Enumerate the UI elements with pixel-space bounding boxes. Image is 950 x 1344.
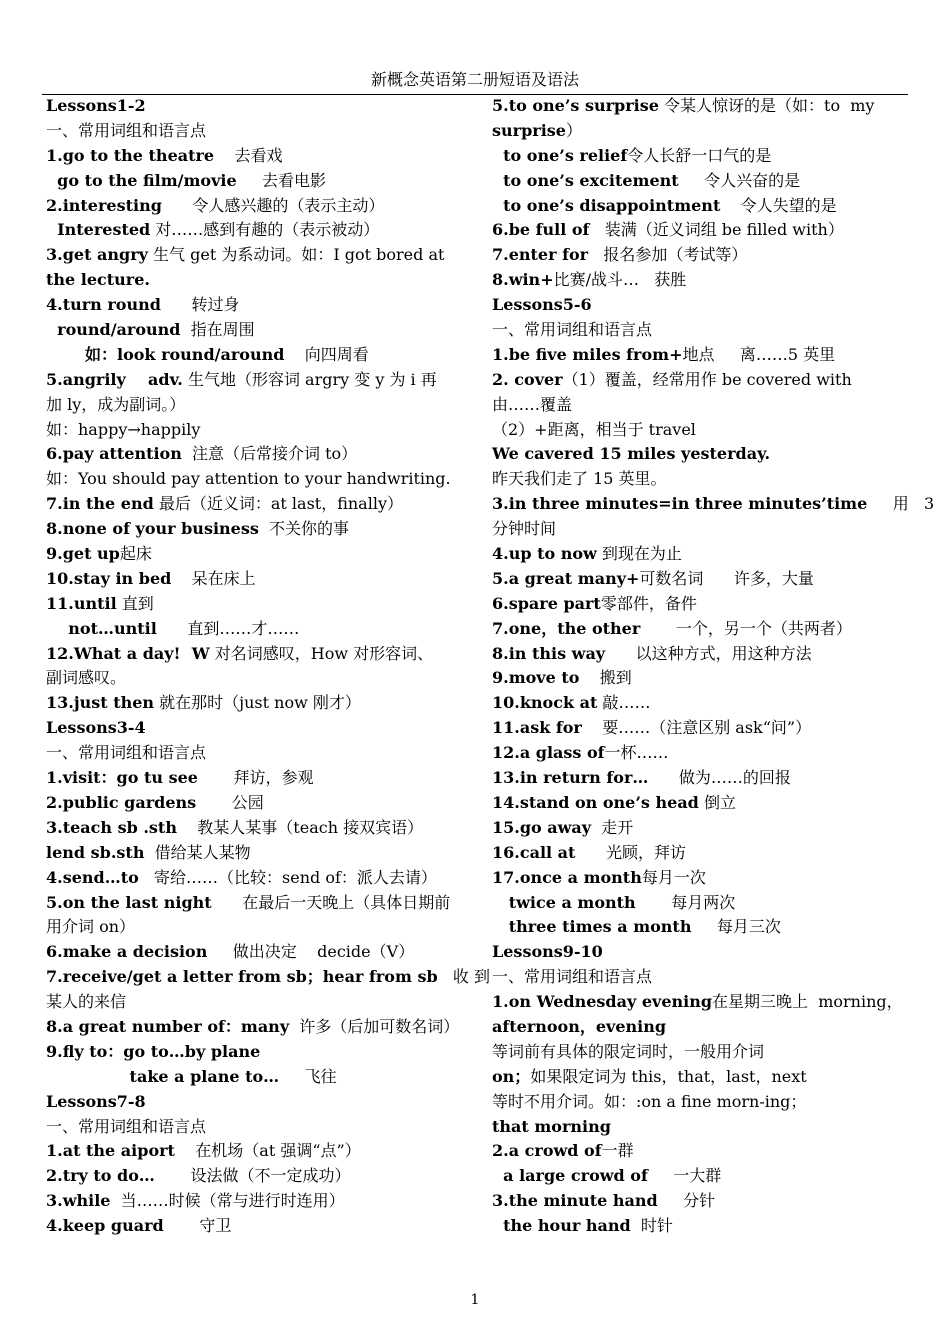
text-line (46, 343, 466, 368)
term-gloss: 向四周看 (284, 344, 369, 364)
term-gloss: 令人兴奋的是 (678, 170, 801, 190)
term-bold: surprise (492, 120, 566, 140)
term-gloss: 时针 (630, 1216, 673, 1236)
term-bold: 10.knock at (492, 693, 598, 713)
term-bold: Interested (46, 220, 151, 240)
term-bold: 7.in the end (46, 494, 154, 514)
text-line (492, 965, 912, 990)
term-bold: Lessons3-4 (46, 718, 146, 738)
term-bold: Lessons7-8 (46, 1091, 146, 1111)
term-gloss: 起床 (119, 544, 152, 564)
term-bold: twice a month (492, 892, 636, 912)
term-bold: 5.on the last night (46, 892, 212, 912)
term-bold: 3.the minute hand (492, 1191, 658, 1211)
text-line (492, 169, 912, 194)
text-line (46, 243, 466, 268)
text-line (492, 243, 912, 268)
term-gloss: 借给某人某物 (144, 842, 251, 862)
term-bold: the lecture. (46, 270, 150, 290)
term-bold: round/around (46, 320, 181, 340)
text-line (46, 592, 466, 617)
text-line (492, 891, 912, 916)
term-bold: 4.up to now (492, 544, 597, 564)
text-line (46, 940, 466, 965)
term-gloss: 装满（近义词组 be filled with） (589, 220, 844, 240)
term-gloss: 光顾，拜访 (575, 842, 686, 862)
term-gloss: 一杯…… (604, 743, 669, 763)
term-bold: a large crowd of (492, 1166, 648, 1186)
text-line (492, 1115, 912, 1140)
text-line (46, 990, 466, 1015)
term-gloss: 不关你的事 (258, 519, 350, 539)
term-gloss: 设法做（不一定成功） (154, 1166, 351, 1186)
term-gloss: 一、常用词组和语言点 (492, 320, 653, 340)
text-line (492, 1065, 912, 1090)
text-line (46, 268, 466, 293)
text-line (46, 442, 466, 467)
text-line (492, 666, 912, 691)
term-gloss: （2）+距离，相当于 travel (492, 419, 696, 439)
term-bold: 4.send…to (46, 867, 139, 887)
term-bold: 15.go away (492, 817, 592, 837)
term-gloss: 呆在床上 (171, 568, 256, 588)
text-line (46, 642, 466, 667)
term-bold: 8.win+ (492, 270, 554, 290)
term-gloss: 如：happy→happily (46, 419, 201, 439)
text-line (46, 866, 466, 891)
text-line (492, 592, 912, 617)
term-bold: Lessons1-2 (46, 96, 146, 115)
right-column (492, 94, 935, 1239)
text-line (46, 119, 466, 144)
term-gloss: （1）覆盖，经常用作 be covered with (562, 369, 852, 389)
term-bold: 7.enter for (492, 245, 589, 265)
term-bold: 1.be five miles from+ (492, 344, 683, 364)
term-gloss: 用介词 on） (46, 917, 136, 937)
term-gloss: 副词感叹。 (46, 668, 127, 688)
text-line (492, 915, 912, 940)
term-bold: 如：look round/around (46, 344, 285, 364)
text-line (46, 716, 466, 741)
text-line (492, 119, 912, 144)
text-line (492, 1139, 912, 1164)
term-gloss: 就在那时（just now 刚才） (154, 693, 361, 713)
term-gloss: 加 ly，成为副词。） (46, 394, 186, 414)
term-bold: to one’s relief (492, 145, 628, 165)
page-header-title: 新概念英语第二册短语及语法 (370, 70, 579, 89)
term-bold: 6.be full of (492, 220, 590, 240)
term-bold: 13.just then (46, 693, 155, 713)
term-bold: afternoon，evening (492, 1016, 667, 1036)
text-line (492, 741, 912, 766)
text-line (46, 368, 466, 393)
term-gloss: 可数名词 许多，大量 (639, 568, 814, 588)
term-gloss: 一、常用词组和语言点 (492, 967, 653, 987)
text-line (46, 418, 466, 443)
term-bold: 11.ask for (492, 718, 582, 738)
term-gloss: 如：You should pay attention to your handwriting. (46, 469, 451, 489)
text-line (492, 816, 912, 841)
term-gloss: 教某人某事（teach 接双宾语） (176, 817, 424, 837)
text-line (492, 517, 912, 542)
term-gloss: 一、常用词组和语言点 (46, 743, 207, 763)
term-gloss: 注意（后常接介词 to） (181, 444, 358, 464)
text-line (46, 1090, 466, 1115)
term-bold: 6.spare part (492, 593, 601, 613)
text-line (46, 94, 466, 119)
term-gloss: 以这种方式，用这种方法 (605, 643, 812, 663)
text-line (46, 816, 466, 841)
text-line (492, 567, 912, 592)
text-line (46, 194, 466, 219)
term-gloss: 搬到 (579, 668, 632, 688)
text-line (492, 393, 912, 418)
term-bold: 4.turn round (46, 295, 161, 315)
term-gloss: 一个，另一个（共两者） (640, 618, 852, 638)
term-bold: 9.get up (46, 544, 120, 564)
text-line (492, 318, 912, 343)
text-line (492, 467, 912, 492)
text-line (492, 94, 912, 119)
text-line (46, 1115, 466, 1140)
text-line (46, 144, 466, 169)
term-gloss: 一大群 (647, 1166, 722, 1186)
term-bold: go to the film/movie (46, 170, 237, 190)
term-bold: 6.pay attention (46, 444, 182, 464)
term-bold: 9.move to (492, 668, 580, 688)
term-gloss: 最后（近义词：at last，finally） (153, 494, 403, 514)
text-line (46, 467, 466, 492)
term-bold: 8.a great number of：many (46, 1016, 290, 1036)
term-gloss: 公园 (196, 792, 264, 812)
text-line (492, 1090, 912, 1115)
text-line (492, 791, 912, 816)
term-bold: 4.keep guard (46, 1216, 164, 1236)
term-gloss: ） (565, 120, 582, 140)
term-gloss: 做出决定 decide（V） (207, 942, 415, 962)
term-gloss: 飞往 (279, 1066, 337, 1086)
term-gloss: 昨天我们走了 15 英里。 (492, 469, 667, 489)
term-bold: 8.in this way (492, 643, 606, 663)
term-gloss: 对……感到有趣的（表示被动） (150, 220, 380, 240)
term-bold: 5.angrily adv. (46, 369, 183, 389)
term-bold: 16.call at (492, 842, 576, 862)
term-bold: 7.one，the other (492, 618, 641, 638)
text-line (46, 218, 466, 243)
term-gloss: 报名参加（考试等） (588, 245, 748, 265)
term-gloss: 一、常用词组和语言点 (46, 1116, 207, 1136)
term-gloss: 地点 离……5 英里 (682, 344, 836, 364)
term-bold: 8.none of your business (46, 519, 259, 539)
term-gloss: 去看电影 (236, 170, 327, 190)
term-bold: 17.once a month (492, 867, 642, 887)
term-bold: lend sb.sth (46, 842, 145, 862)
term-bold: to one’s disappointment (492, 195, 721, 215)
text-line (46, 841, 466, 866)
term-bold: on； (492, 1066, 531, 1086)
term-gloss: 分针 (657, 1191, 716, 1211)
term-bold: 3.in three minutes=in three minutes’time (492, 494, 868, 514)
term-bold: not…until (46, 618, 157, 638)
text-line (492, 492, 935, 517)
term-gloss: 令人失望的是 (720, 195, 837, 215)
text-line (492, 1015, 912, 1040)
text-line (46, 617, 466, 642)
term-gloss: 令人长舒一口气的是 (627, 145, 772, 165)
text-line (492, 940, 912, 965)
term-gloss: 比赛/战斗… 获胜 (553, 270, 687, 290)
text-line (492, 194, 912, 219)
term-gloss: 每月一次 (641, 867, 706, 887)
term-bold: 6.make a decision (46, 942, 208, 962)
text-line (492, 218, 912, 243)
text-line (46, 169, 466, 194)
term-bold: 1.on Wednesday evening (492, 992, 713, 1012)
term-bold: 12.What a day! W (46, 643, 210, 663)
term-bold: the hour hand (492, 1216, 631, 1236)
term-bold: 9.fly to：go to…by plane (46, 1041, 261, 1061)
term-bold: 3.teach sb .sth (46, 817, 177, 837)
text-line (46, 1189, 466, 1214)
term-gloss: 走开 (591, 817, 634, 837)
term-bold: Lessons9-10 (492, 942, 603, 962)
text-line (492, 1040, 912, 1065)
term-gloss: 一群 (601, 1141, 634, 1161)
text-line (492, 144, 912, 169)
text-line (46, 318, 466, 343)
text-line (492, 841, 912, 866)
text-line (46, 293, 466, 318)
text-line (46, 1164, 466, 1189)
term-bold: We cavered 15 miles yesterday. (492, 444, 771, 464)
term-gloss: 要……（注意区别 ask“问”） (581, 718, 812, 738)
term-gloss: 分钟时间 (492, 519, 557, 539)
term-gloss: 生气 get 为系动词。如：I got bored at (147, 245, 445, 265)
text-line (46, 1040, 466, 1065)
text-line (46, 791, 466, 816)
term-bold: 1.visit：go tu see (46, 768, 198, 788)
term-gloss: 转过身 (160, 295, 240, 315)
term-gloss: 倒立 (698, 792, 736, 812)
term-bold: 7.receive/get a letter from sb；hear from sb (46, 967, 438, 987)
term-gloss: 在最后一天晚上（具体日期前 (211, 892, 451, 912)
term-gloss: 某人的来信 (46, 992, 127, 1012)
term-bold: 2.a crowd of (492, 1141, 602, 1161)
text-line (492, 716, 912, 741)
text-line (492, 418, 912, 443)
term-bold: Lessons5-6 (492, 295, 592, 315)
page-number: 1 (470, 1292, 480, 1308)
text-line (492, 1214, 912, 1239)
text-line (46, 1139, 466, 1164)
term-gloss: 直到……才…… (156, 618, 300, 638)
term-bold: 11.until (46, 593, 117, 613)
text-line (492, 642, 912, 667)
text-line (492, 442, 912, 467)
text-line (492, 1189, 912, 1214)
term-bold: 2. cover (492, 369, 563, 389)
term-bold: 2.public gardens (46, 792, 197, 812)
text-line (492, 542, 912, 567)
term-bold: 2.interesting (46, 195, 162, 215)
term-bold: 5.to one’s surprise (492, 96, 659, 115)
text-line (46, 1015, 466, 1040)
term-gloss: 在星期三晚上 morning， (712, 992, 903, 1012)
term-gloss: 敲…… (597, 693, 651, 713)
term-gloss: 寄给……（比较：send of：派人去请） (138, 867, 437, 887)
term-gloss: 当……时候（常与进行时连用） (110, 1191, 345, 1211)
term-gloss: 拜访，参观 (197, 768, 314, 788)
term-gloss: 生气地（形容词 argry 变 y 为 i 再 (182, 369, 437, 389)
text-line (46, 666, 466, 691)
term-gloss: 用 3 (867, 494, 935, 514)
text-line (492, 1164, 912, 1189)
term-gloss: 直到 (116, 593, 154, 613)
term-bold: 1.at the aiport (46, 1141, 175, 1161)
term-bold: 2.try to do… (46, 1166, 155, 1186)
term-gloss: 等词前有具体的限定词时，一般用介词 (492, 1041, 765, 1061)
term-gloss: 每月两次 (635, 892, 736, 912)
text-line (492, 293, 912, 318)
term-gloss: 收 到 (437, 967, 491, 987)
term-gloss: 到现在为止 (596, 544, 682, 564)
text-line (46, 517, 466, 542)
text-line (46, 1214, 466, 1239)
term-gloss: 做为……的回报 (648, 768, 791, 788)
term-gloss: 许多（后加可数名词） (289, 1016, 460, 1036)
term-bold: 14.stand on one’s head (492, 792, 699, 812)
term-bold: three times a month (492, 917, 692, 937)
term-bold: 1.go to the theatre (46, 145, 215, 165)
term-gloss: 去看戏 (214, 145, 283, 165)
term-gloss: 对名词感叹，How 对形容词、 (209, 643, 434, 663)
term-bold: take a plane to… (46, 1066, 280, 1086)
text-line (492, 691, 912, 716)
text-line (46, 915, 466, 940)
text-line (46, 542, 466, 567)
text-line (46, 965, 491, 990)
term-bold: 12.a glass of (492, 743, 605, 763)
term-bold: that morning (492, 1116, 611, 1136)
term-gloss: 令某人惊讶的是（如：to my (658, 96, 875, 115)
term-gloss: 一、常用词组和语言点 (46, 120, 207, 140)
term-bold: 3.get angry (46, 245, 148, 265)
text-line (46, 741, 466, 766)
text-line (492, 343, 912, 368)
text-line (492, 617, 912, 642)
term-bold: 13.in return for… (492, 768, 649, 788)
text-line (46, 766, 466, 791)
term-gloss: 在机场（at 强调“点”） (174, 1141, 361, 1161)
term-gloss: 等时不用介词。如：:on a fine morn-ing； (492, 1091, 807, 1111)
term-gloss: 零部件，备件 (600, 593, 697, 613)
text-line (46, 492, 466, 517)
term-gloss: 指在周围 (180, 320, 255, 340)
term-bold: 5.a great many+ (492, 568, 640, 588)
text-line (46, 393, 466, 418)
term-bold: 3.while (46, 1191, 111, 1211)
text-line (492, 766, 912, 791)
text-line (492, 368, 912, 393)
text-line (46, 1065, 466, 1090)
term-gloss: 每月三次 (691, 917, 781, 937)
term-bold: 10.stay in bed (46, 568, 172, 588)
term-gloss: 守卫 (163, 1216, 232, 1236)
term-bold: to one’s excitement (492, 170, 679, 190)
left-column (46, 94, 491, 1239)
text-line (46, 891, 466, 916)
text-line (492, 990, 912, 1015)
term-gloss: 令人感兴趣的（表示主动） (161, 195, 385, 215)
text-line (46, 567, 466, 592)
term-gloss: 由……覆盖 (492, 394, 573, 414)
text-line (492, 866, 912, 891)
text-line (46, 691, 466, 716)
term-gloss: 如果限定词为 this，that，last，next (530, 1066, 807, 1086)
text-line (492, 268, 912, 293)
